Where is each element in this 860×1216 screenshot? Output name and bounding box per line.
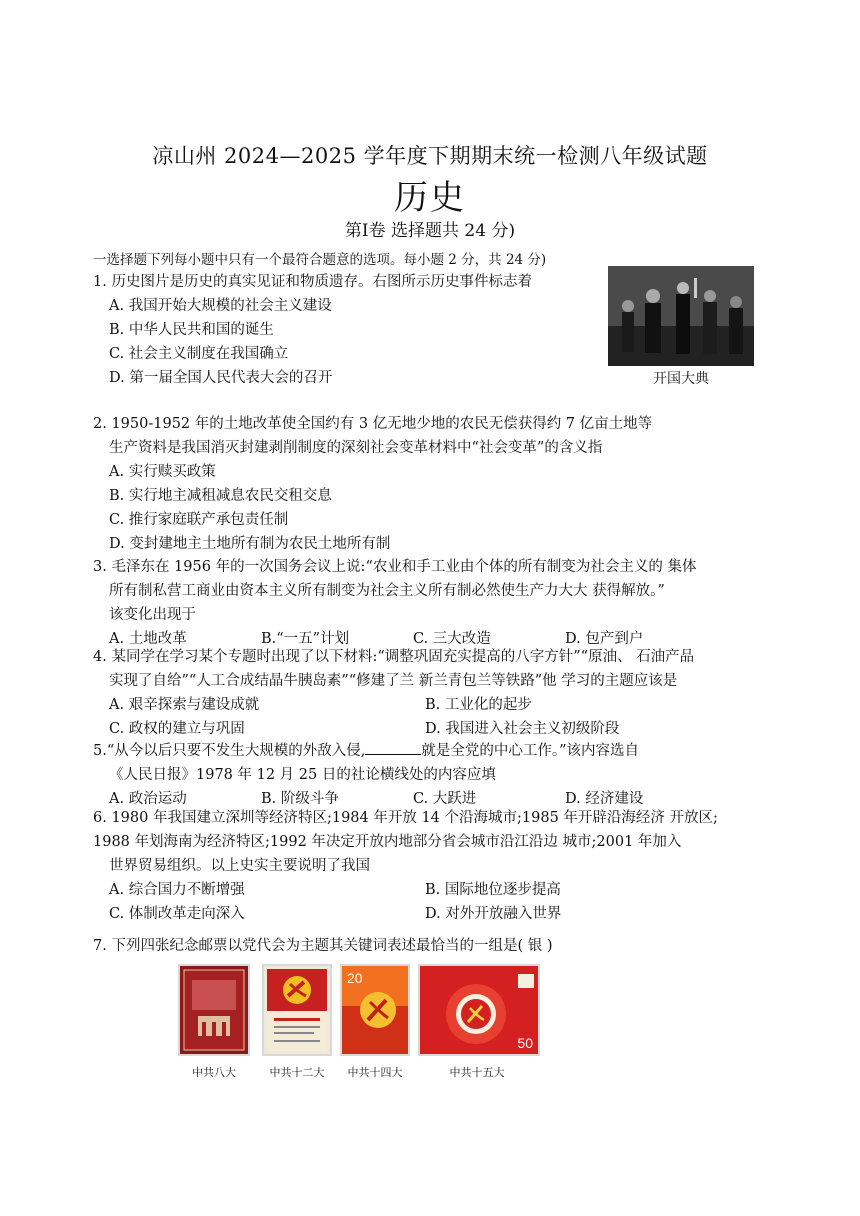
- q6-option-a: A. 综合国力不断增强: [109, 882, 245, 898]
- stamp-15th-value: 50: [517, 1035, 533, 1051]
- q2-stem-line2: 生产资料是我国消灭封建剥削制度的深刻社会变革材料中“社会变革”的含义指: [109, 440, 603, 456]
- stamp-caption-12th: 中共十二大: [269, 1067, 325, 1079]
- q3-stem-line2: 所有制私营工商业由资本主义所有制变为社会主义所有制必然使生产力大大 获得解放。”: [109, 583, 665, 599]
- question-2: [93, 412, 652, 556]
- q3-option-a: A. 土地改革: [109, 631, 187, 647]
- photo-figures-icon: [608, 266, 754, 366]
- question-6: [93, 806, 741, 926]
- q4-option-b: B. 工业化的起步: [425, 697, 532, 713]
- q3-stem-line1: 3. 毛泽东在 1956 年的一次国务会议上说:“农业和手工业由个体的所有制变为社会主义的 集体: [93, 559, 697, 575]
- q4-options-row1: [93, 693, 741, 717]
- instructions: 一选择题下列每小题中只有一个最符合题意的选项。每小题 2 分，共 24 分): [93, 252, 547, 268]
- q5-answer-blank: [365, 738, 421, 755]
- q2-option-a: A. 实行赎买政策: [109, 464, 216, 480]
- q2-option-b: B. 实行地主减租减息农民交租交息: [109, 488, 332, 504]
- stamp-caption-15th: 中共十五大: [449, 1067, 505, 1079]
- stamp-caption-14th: 中共十四大: [347, 1067, 403, 1079]
- q1-option-c: C. 社会主义制度在我国确立: [109, 346, 289, 362]
- q1-option-b: B. 中华人民共和国的诞生: [109, 322, 274, 338]
- q3-option-b: B.“一五”计划: [261, 631, 350, 647]
- section-heading: 第Ⅰ卷 选择题共 24 分): [344, 221, 516, 241]
- q5-option-d: D. 经济建设: [565, 791, 644, 807]
- stamp-12th-congress: [262, 964, 332, 1056]
- q6-option-d: D. 对外开放融入世界: [425, 906, 562, 922]
- stamp-8th-congress: [178, 964, 250, 1056]
- question-7: [93, 934, 552, 958]
- q5-stem-line1: [93, 738, 717, 763]
- q5-stem-line2: 《人民日报》1978 年 12 月 25 日的社论横线处的内容应填: [109, 767, 496, 783]
- q1-stem: 1. 历史图片是历史的真实见证和物质遗存。右图所示历史事件标志着: [93, 274, 532, 290]
- q4-option-c: C. 政权的建立与巩固: [109, 721, 245, 737]
- question-1: [93, 270, 532, 390]
- question-3: [93, 555, 717, 651]
- q6-option-b: B. 国际地位逐步提高: [425, 882, 561, 898]
- exam-subject: 历史: [394, 178, 466, 218]
- q6-options-row1: [93, 878, 741, 902]
- q1-option-d: D. 第一届全国人民代表大会的召开: [109, 370, 333, 386]
- q3-stem-line3: 该变化出现于: [109, 607, 196, 623]
- q6-stem-line2: 1988 年划海南为经济特区;1992 年决定开放内地部分省会城市沿江沿边 城市;2001 年加入: [93, 834, 682, 850]
- stamp-14th-value: 20: [347, 970, 363, 986]
- q6-stem-line1: 6. 1980 年我国建立深圳等经济特区;1984 年开放 14 个沿海城市;1985 年开辟沿海经济 开放区;: [93, 810, 718, 826]
- q3-option-d: D. 包产到户: [565, 631, 644, 647]
- q7-stem: 7. 下列四张纪念邮票以党代会为主题其关键词表述最恰当的一组是( 银 ): [93, 938, 553, 954]
- q4-stem-line1: 4. 某同学在学习某个专题时出现了以下材料:“调整巩固充实提高的八字方针”“原油、 石油产品: [93, 649, 695, 665]
- stamp-12th-congress-icon: [264, 966, 330, 1054]
- q5-stem-part-b: 就是全党的中心工作。”该内容选自: [421, 743, 640, 759]
- stamp-caption-8th: 中共八大: [192, 1067, 236, 1079]
- q4-option-d: D. 我国进入社会主义初级阶段: [425, 721, 620, 737]
- founding-ceremony-photo: [608, 266, 754, 366]
- q4-stem-line2: 实现了自给”“人工合成结晶牛胰岛素”“修建了兰 新兰青包兰等铁路”他 学习的主题应该是: [109, 673, 678, 689]
- q6-stem-line3: 世界贸易组织。以上史实主要说明了我国: [109, 858, 370, 874]
- q1-option-a: A. 我国开始大规模的社会主义建设: [109, 298, 332, 314]
- q5-option-b: B. 阶级斗争: [261, 791, 339, 807]
- stamp-8th-congress-icon: [180, 966, 248, 1054]
- q5-stem-part-a: 5.“从今以后只要不发生大规模的外敌入侵,: [93, 743, 366, 759]
- q4-option-a: A. 艰辛探索与建设成就: [109, 697, 260, 713]
- q6-option-c: C. 体制改革走向深入: [109, 906, 245, 922]
- stamp-15th-congress: [418, 964, 540, 1056]
- q5-option-c: C. 大跃进: [413, 791, 477, 807]
- question-4: [93, 645, 741, 741]
- q5-option-a: A. 政治运动: [109, 791, 187, 807]
- question-5: [93, 738, 717, 811]
- q3-option-c: C. 三大改造: [413, 631, 491, 647]
- q2-option-c: C. 推行家庭联产承包责任制: [109, 512, 289, 528]
- q6-options-row2: [93, 902, 741, 926]
- stamp-14th-congress: [340, 964, 410, 1056]
- exam-title: 凉山州 2024—2025 学年度下期期末统一检测八年级试题: [152, 144, 708, 168]
- q2-stem-line1: 2. 1950-1952 年的土地改革使全国约有 3 亿无地少地的农民无偿获得约 7 亿亩土地等: [93, 416, 653, 432]
- photo-caption: 开国大典: [653, 371, 709, 387]
- q2-option-d: D. 变封建地主土地所有制为农民土地所有制: [109, 536, 391, 552]
